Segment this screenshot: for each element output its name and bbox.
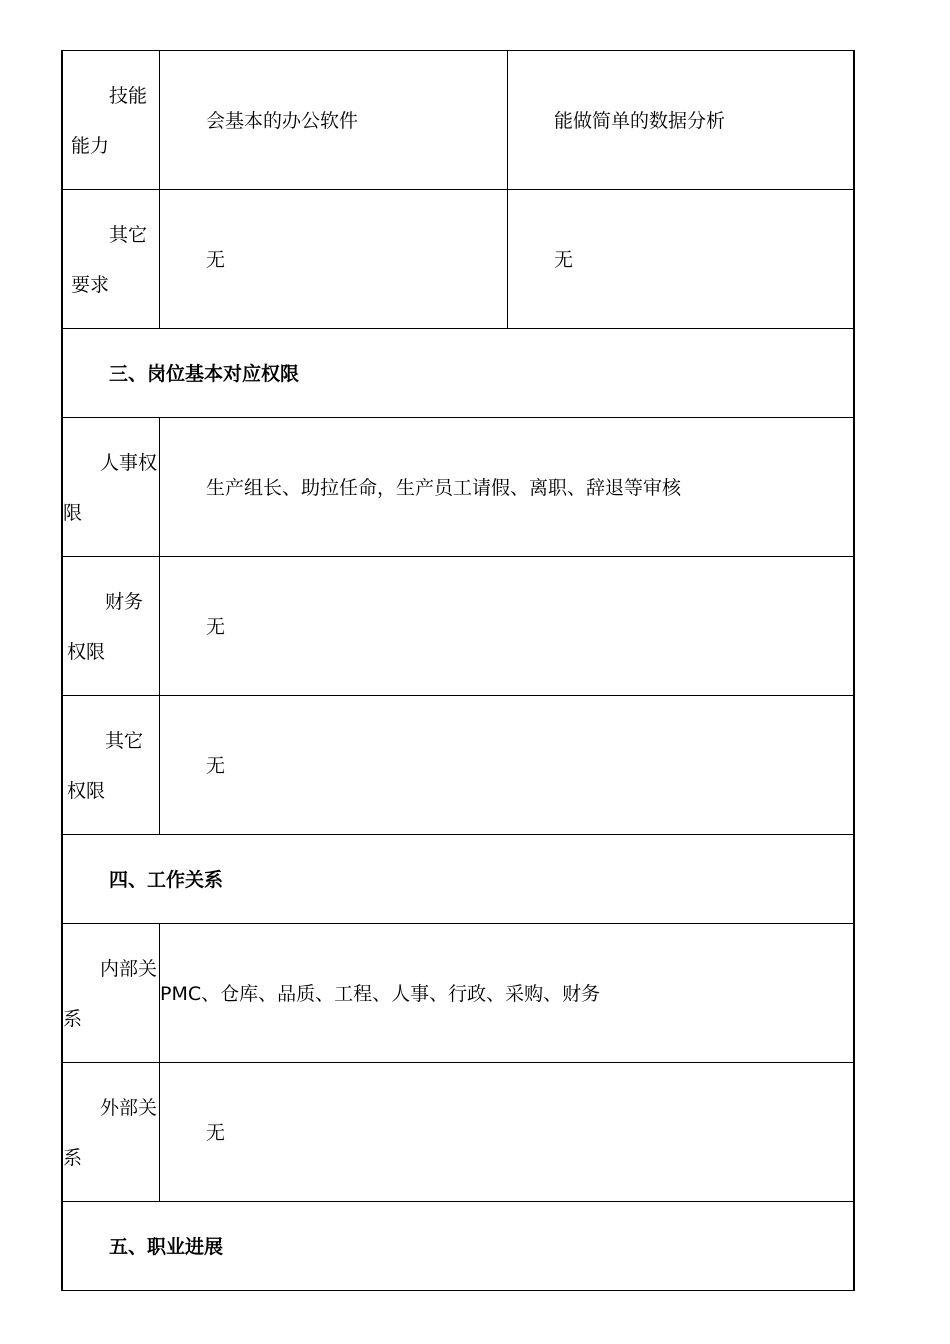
- section3-heading: 三、岗位基本对应权限: [109, 363, 300, 385]
- finance-authority-label-cell: [63, 557, 160, 695]
- internal-relations-label-line2: 系: [63, 1008, 83, 1030]
- other-requirements-label-line2: 要求: [71, 274, 110, 296]
- skills-label-line2: 能力: [71, 135, 110, 157]
- internal-relations-row: [63, 924, 853, 1063]
- other-authority-label-line1: 其它: [105, 730, 144, 752]
- other-authority-label-line2: 权限: [67, 780, 106, 802]
- hr-authority-value-cell: [160, 418, 853, 556]
- skills-label-line1: 技能: [109, 85, 148, 107]
- skills-col2-cell: [508, 51, 853, 189]
- external-relations-label-line2: 系: [63, 1147, 83, 1169]
- other-requirements-col2-cell: [508, 190, 853, 328]
- skills-col1-cell: [160, 51, 508, 189]
- internal-relations-value-cell: [160, 924, 853, 1062]
- other-authority-value-cell: [160, 696, 853, 834]
- skills-label-cell: [63, 51, 160, 189]
- hr-authority-label-cell: [63, 418, 160, 556]
- finance-authority-value: 无: [206, 616, 226, 638]
- finance-authority-row: [63, 557, 853, 696]
- external-relations-value-cell: [160, 1063, 853, 1201]
- internal-relations-label-cell: [63, 924, 160, 1062]
- external-relations-row: [63, 1063, 853, 1202]
- skills-col1-text: 会基本的办公软件: [206, 110, 359, 132]
- other-authority-row: [63, 696, 853, 835]
- hr-authority-label-line1: 人事权: [100, 452, 158, 474]
- finance-authority-label-line1: 财务: [105, 591, 144, 613]
- other-requirements-col2-text: 无: [554, 249, 574, 271]
- external-relations-label-cell: [63, 1063, 160, 1201]
- other-requirements-row: [63, 190, 853, 329]
- section5-heading: 五、职业进展: [109, 1236, 224, 1258]
- external-relations-label-line1: 外部关: [100, 1097, 158, 1119]
- other-requirements-label-line1: 其它: [109, 224, 148, 246]
- other-requirements-label-cell: [63, 190, 160, 328]
- skills-row: [63, 51, 853, 190]
- other-requirements-col1-cell: [160, 190, 508, 328]
- hr-authority-value: 生产组长、助拉任命，生产员工请假、离职、辞退等审核: [206, 477, 682, 499]
- section5-heading-row: [63, 1202, 853, 1291]
- other-authority-value: 无: [206, 755, 226, 777]
- section4-heading-row: [63, 835, 853, 924]
- section4-heading: 四、工作关系: [109, 869, 224, 891]
- internal-relations-value: PMC、仓库、品质、工程、人事、行政、采购、财务: [160, 983, 601, 1005]
- finance-authority-label-line2: 权限: [67, 641, 106, 663]
- external-relations-value: 无: [206, 1122, 226, 1144]
- other-authority-label-cell: [63, 696, 160, 834]
- internal-relations-label-line1: 内部关: [100, 958, 158, 980]
- finance-authority-value-cell: [160, 557, 853, 695]
- hr-authority-row: [63, 418, 853, 557]
- section3-heading-row: [63, 329, 853, 418]
- job-description-table: [61, 50, 855, 1291]
- skills-col2-text: 能做简单的数据分析: [554, 110, 726, 132]
- other-requirements-col1-text: 无: [206, 249, 226, 271]
- hr-authority-label-line2: 限: [63, 502, 83, 524]
